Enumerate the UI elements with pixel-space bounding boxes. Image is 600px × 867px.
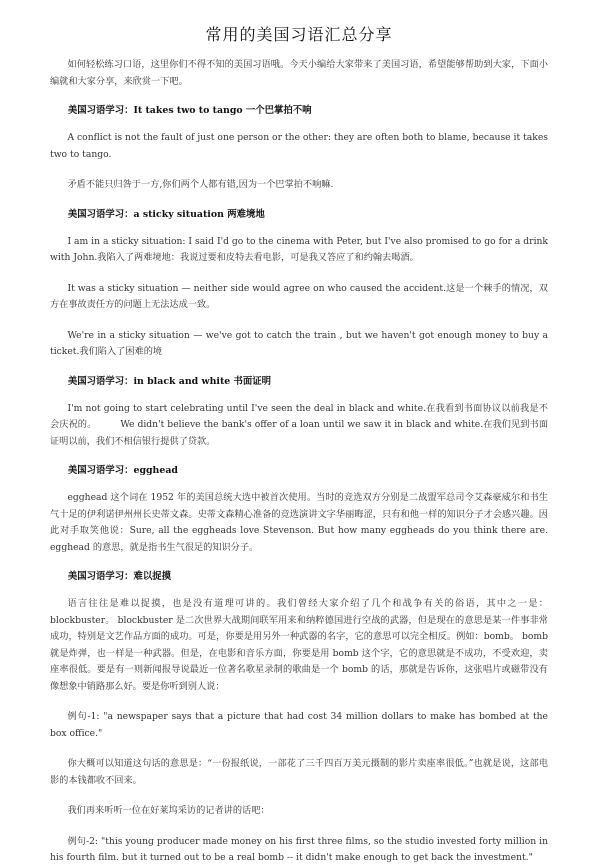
intro-paragraph: 如何轻松练习口语，这里你们不得不知的美国习语哦。今天小编给大家带来了美国习语，希望能够帮助到大家，下面小编就和大家分享，来欣赏一下吧。 xyxy=(50,59,548,87)
example-sentence: 例句-1: "a newspaper says that a picture that had cost 34 million dollars to make has bombed at the box office." xyxy=(50,711,548,739)
sentence: We didn't believe the bank's offer of a loan until we saw it in black and white.在我们见到书面证明以前，我们不相信银行提供了贷款。 xyxy=(50,419,549,447)
paragraph: egghead 这个词在 1952 年的美国总统大选中被首次使用。当时的竞选双方分别是二战盟军总司令艾森豪威尔和书生气十足的伊利诺伊州州长史蒂文森。史蒂文森精心准备的竞选演讲文字华丽晦涩，只有和他一样的知识分子才会感兴趣。因此对手取笑他说：Sure, all the eggheads love Stevenson. But how many eggheads do you think there are. egghead 的意思，就是指书生气很足的知识分子。 xyxy=(50,492,548,553)
section-heading-elusive: 美国习语学习：难以捉摸 xyxy=(67,571,171,582)
sentence: I'm not going to start celebrating until I've seen the deal in black and white.在我看到书面协议以前我是不会庆祝的。 xyxy=(50,402,548,430)
paragraph: A conflict is not the fault of just one person or the other: they are often both to blame, because it takes two to tango. xyxy=(50,132,548,160)
paragraph: 语言往往是难以捉摸，也是没有道理可讲的。我们曾经大家介绍了几个和战争有关的俗语，其中之一是：blockbuster。 blockbuster 是二次世界大战期间联军用来和纳粹德国进行空战的武器，但是现在的意思是某一件事非常成功，特别是文艺作品方面的成功。可是，你要是用另外一种武器的名字，它的意思可以完全相反。例如：bomb。 bomb 就是炸弹，也一样是一种武器。但是，在电影和音乐方面，你要是用 bomb 这个字，它的意思就是不成功，不受欢迎，卖座率很低。要是有一则新闻报导说最近一位著名歌星录制的歌曲是一个 bomb 的话，那就是告诉你，这张唱片或磁带没有像想象中销路那么好。要是你听到别人说： xyxy=(50,598,548,692)
paragraph: We're in a sticky situation — we've got to catch the train , but we haven't got enough money to buy a ticket.我们陷入了困难的境 xyxy=(50,329,548,357)
section-heading-egghead: 美国习语学习：egghead xyxy=(67,465,178,476)
section-heading-black-and-white: 美国习语学习：in black and white 书面证明 xyxy=(67,375,272,387)
paragraph: I am in a sticky situation: I said I'd go to the cinema with Peter, but I've also promised to go for a drink with John.我陷入了两难境地：我说过要和皮特去看电影，可是我又答应了和约翰去喝酒。 xyxy=(50,235,548,263)
paragraph: 矛盾不能只归咎于一方,你们两个人都有错,因为一个巴掌拍不响嘛. xyxy=(67,179,334,190)
paragraph: 你大概可以知道这句话的意思是：“一份报纸说，一部花了三千四百万美元摄制的影片卖座率很低。”也就是说，这部电影的本钱都收不回来。 xyxy=(50,758,548,786)
example-sentence: 例句-2: "this young producer made money on his first three films, so the studio invested forty million in his fourth film. but it turned out to be a real bomb -- it didn't make enough to get back the investment." xyxy=(50,835,548,863)
page-title: 常用的美国习语汇总分享 xyxy=(205,25,393,44)
section-heading-sticky-situation: 美国习语学习：a sticky situation 两难境地 xyxy=(67,208,265,220)
paragraph: It was a sticky situation — neither side would agree on who caused the accident.这是一个棘手的情况，双方在事故责任方的问题上无法达成一致。 xyxy=(50,282,548,310)
paragraph: 我们再来听听一位在好莱坞采访的记者讲的话吧： xyxy=(67,805,270,816)
paragraph xyxy=(50,401,548,451)
section-heading-tango: 美国习语学习：It takes two to tango 一个巴掌拍不响 xyxy=(67,105,312,116)
